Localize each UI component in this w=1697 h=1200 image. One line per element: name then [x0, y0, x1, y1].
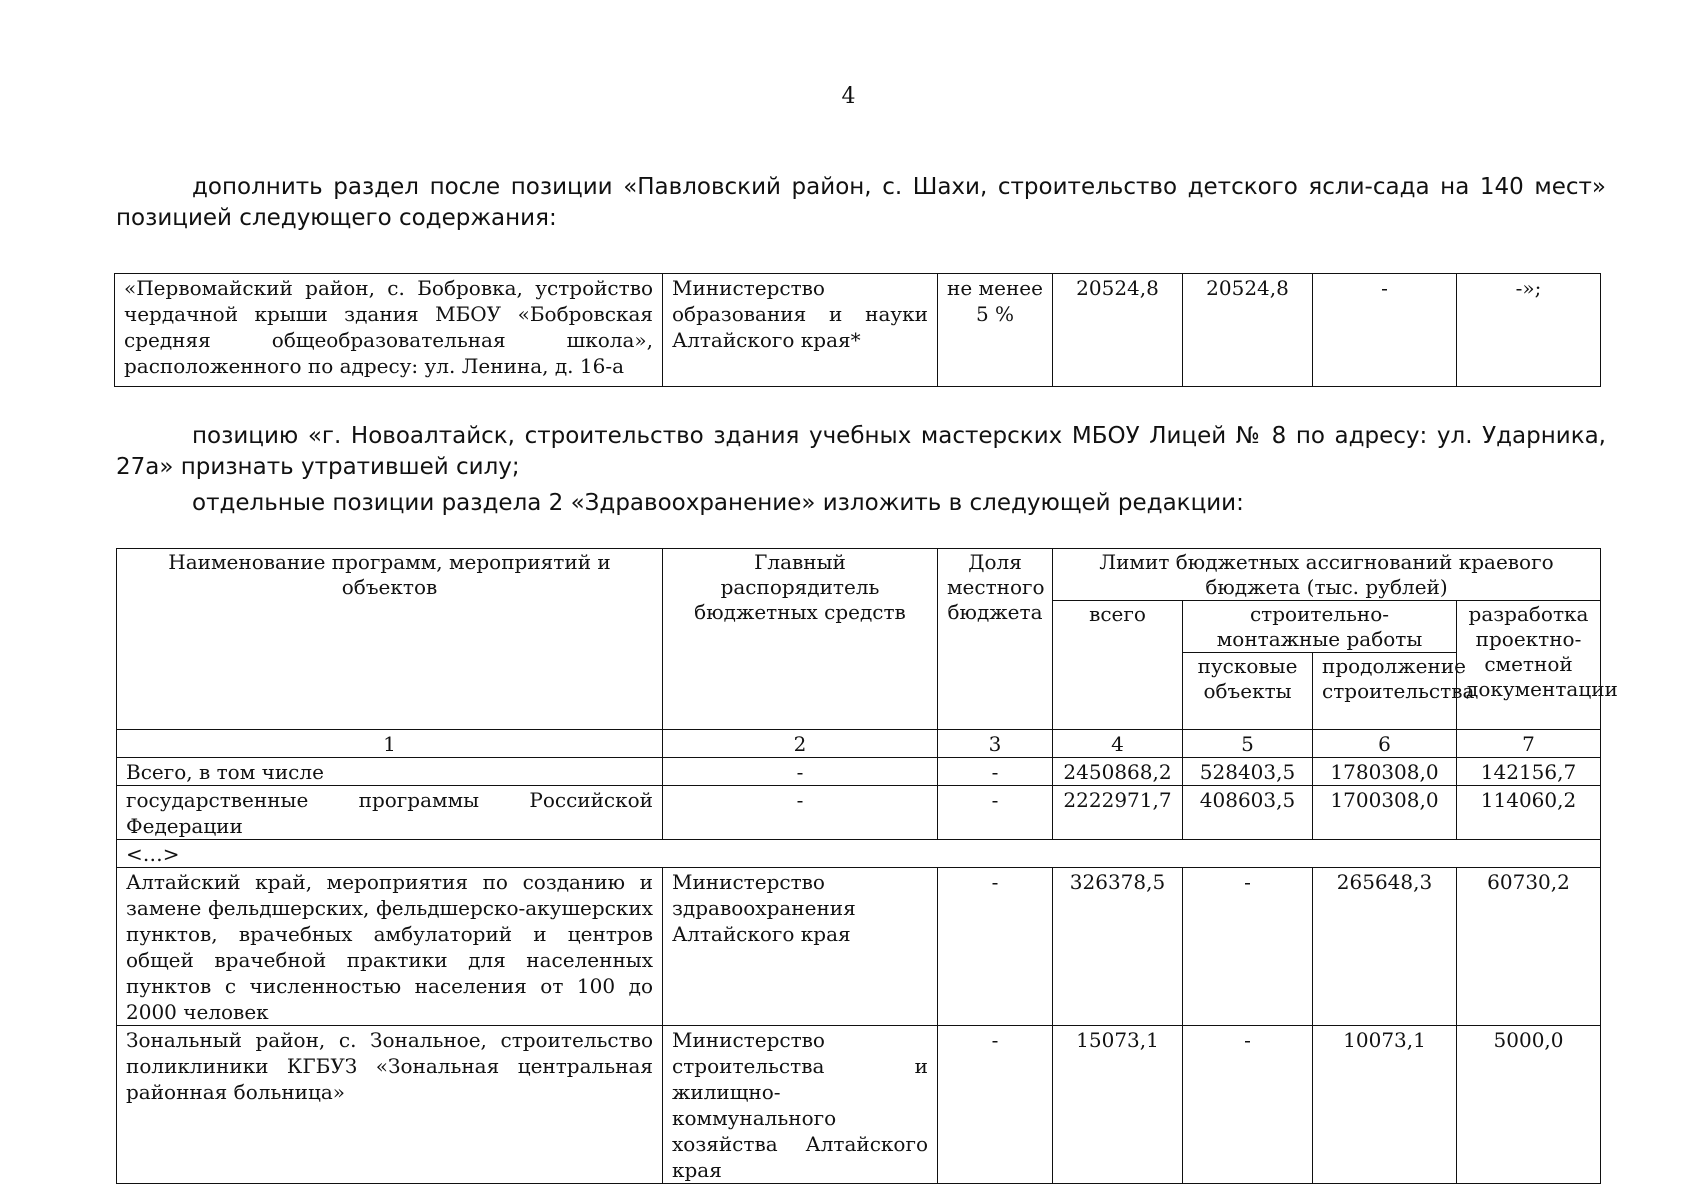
header-continuation: продолжение строительства: [1313, 653, 1457, 730]
launch-objects-cell: 20524,8: [1183, 274, 1313, 387]
design-cell: 5000,0: [1457, 1026, 1601, 1184]
header-design: разработка проектно-сметной документации: [1457, 601, 1601, 730]
header-construction: строительно-монтажные работы: [1183, 601, 1457, 653]
healthcare-table: [116, 548, 1618, 1184]
administrator-cell: Министерство образования и науки Алтайского края*: [663, 274, 938, 387]
object-name-cell: «Первомайский район, с. Бобровка, устройство чердачной крыши здания МБОУ «Бобровская средняя общеобразовательная школа», расположенного по адресу: ул. Ленина, д. 16-а: [115, 274, 663, 387]
local-share-cell: не менее 5 %: [938, 274, 1053, 387]
total-cell: 20524,8: [1053, 274, 1183, 387]
design-cell: 142156,7: [1457, 758, 1601, 786]
paragraph-healthcare-section: отдельные позиции раздела 2 «Здравоохранение» изложить в следующей редакции:: [192, 490, 1244, 516]
inserted-position-table: [114, 273, 1601, 387]
table-row: [117, 868, 1601, 1026]
administrator-cell: Министерство здравоохранения Алтайского края: [663, 868, 938, 1026]
column-number: 7: [1457, 730, 1601, 758]
column-number-row: [117, 730, 1601, 758]
paragraph-amend-section: дополнить раздел после позиции «Павловский район, с. Шахи, строительство детского ясли-сада на 140 мест» позицией следующего содержания:: [116, 174, 1606, 231]
paragraph-repeal-position: позицию «г. Новоалтайск, строительство здания учебных мастерских МБОУ Лицей № 8 по адресу: ул. Ударника, 27а» признать утратившей силу;: [116, 423, 1606, 480]
total-cell: 326378,5: [1053, 868, 1183, 1026]
table-row: [115, 274, 1601, 387]
header-row: [117, 549, 1601, 601]
design-cell: -»;: [1457, 274, 1601, 387]
object-name-cell: государственные программы Российской Федерации: [117, 786, 663, 840]
design-cell: 114060,2: [1457, 786, 1601, 840]
total-cell: 15073,1: [1053, 1026, 1183, 1184]
header-budget-limit: Лимит бюджетных ассигнований краевого бюджета (тыс. рублей): [1053, 549, 1601, 601]
header-total: всего: [1053, 601, 1183, 730]
page-number: 4: [841, 84, 856, 109]
table-row: [117, 1026, 1601, 1184]
header-administrator: Главный распорядитель бюджетных средств: [663, 549, 938, 730]
launch-objects-cell: 528403,5: [1183, 758, 1313, 786]
administrator-cell: -: [663, 786, 938, 840]
design-cell: 60730,2: [1457, 868, 1601, 1026]
launch-objects-cell: -: [1183, 1026, 1313, 1184]
total-cell: 2222971,7: [1053, 786, 1183, 840]
continuation-cell: 265648,3: [1313, 868, 1457, 1026]
object-name-cell: Всего, в том числе: [117, 758, 663, 786]
local-share-cell: -: [938, 758, 1053, 786]
header-launch-objects: пусковые объекты: [1183, 653, 1313, 730]
column-number: 1: [117, 730, 663, 758]
launch-objects-cell: 408603,5: [1183, 786, 1313, 840]
column-number: 4: [1053, 730, 1183, 758]
total-cell: 2450868,2: [1053, 758, 1183, 786]
table-row: [117, 786, 1601, 840]
administrator-cell: Министерство строительства и жилищно-коммунального хозяйства Алтайского края: [663, 1026, 938, 1184]
column-number: 2: [663, 730, 938, 758]
ellipsis-cell: <…>: [117, 840, 1601, 868]
table-row: [117, 758, 1601, 786]
column-number: 6: [1313, 730, 1457, 758]
header-name: Наименование программ, мероприятий и объектов: [117, 549, 663, 730]
administrator-cell: -: [663, 758, 938, 786]
ellipsis-row: [117, 840, 1601, 868]
continuation-cell: 1700308,0: [1313, 786, 1457, 840]
local-share-cell: -: [938, 1026, 1053, 1184]
object-name-cell: Алтайский край, мероприятия по созданию и замене фельдшерских, фельдшерско-акушерских пунктов, врачебных амбулаторий и центров общей врачебной практики для населенных пунктов с численностью населения от 100 до 2000 человек: [117, 868, 663, 1026]
column-number: 3: [938, 730, 1053, 758]
launch-objects-cell: -: [1183, 868, 1313, 1026]
continuation-cell: 10073,1: [1313, 1026, 1457, 1184]
column-number: 5: [1183, 730, 1313, 758]
local-share-cell: -: [938, 868, 1053, 1026]
local-share-cell: -: [938, 786, 1053, 840]
continuation-cell: 1780308,0: [1313, 758, 1457, 786]
continuation-cell: -: [1313, 274, 1457, 387]
header-local-share: Доля местного бюджета: [938, 549, 1053, 730]
object-name-cell: Зональный район, с. Зональное, строительство поликлиники КГБУЗ «Зональная центральная районная больница»: [117, 1026, 663, 1184]
